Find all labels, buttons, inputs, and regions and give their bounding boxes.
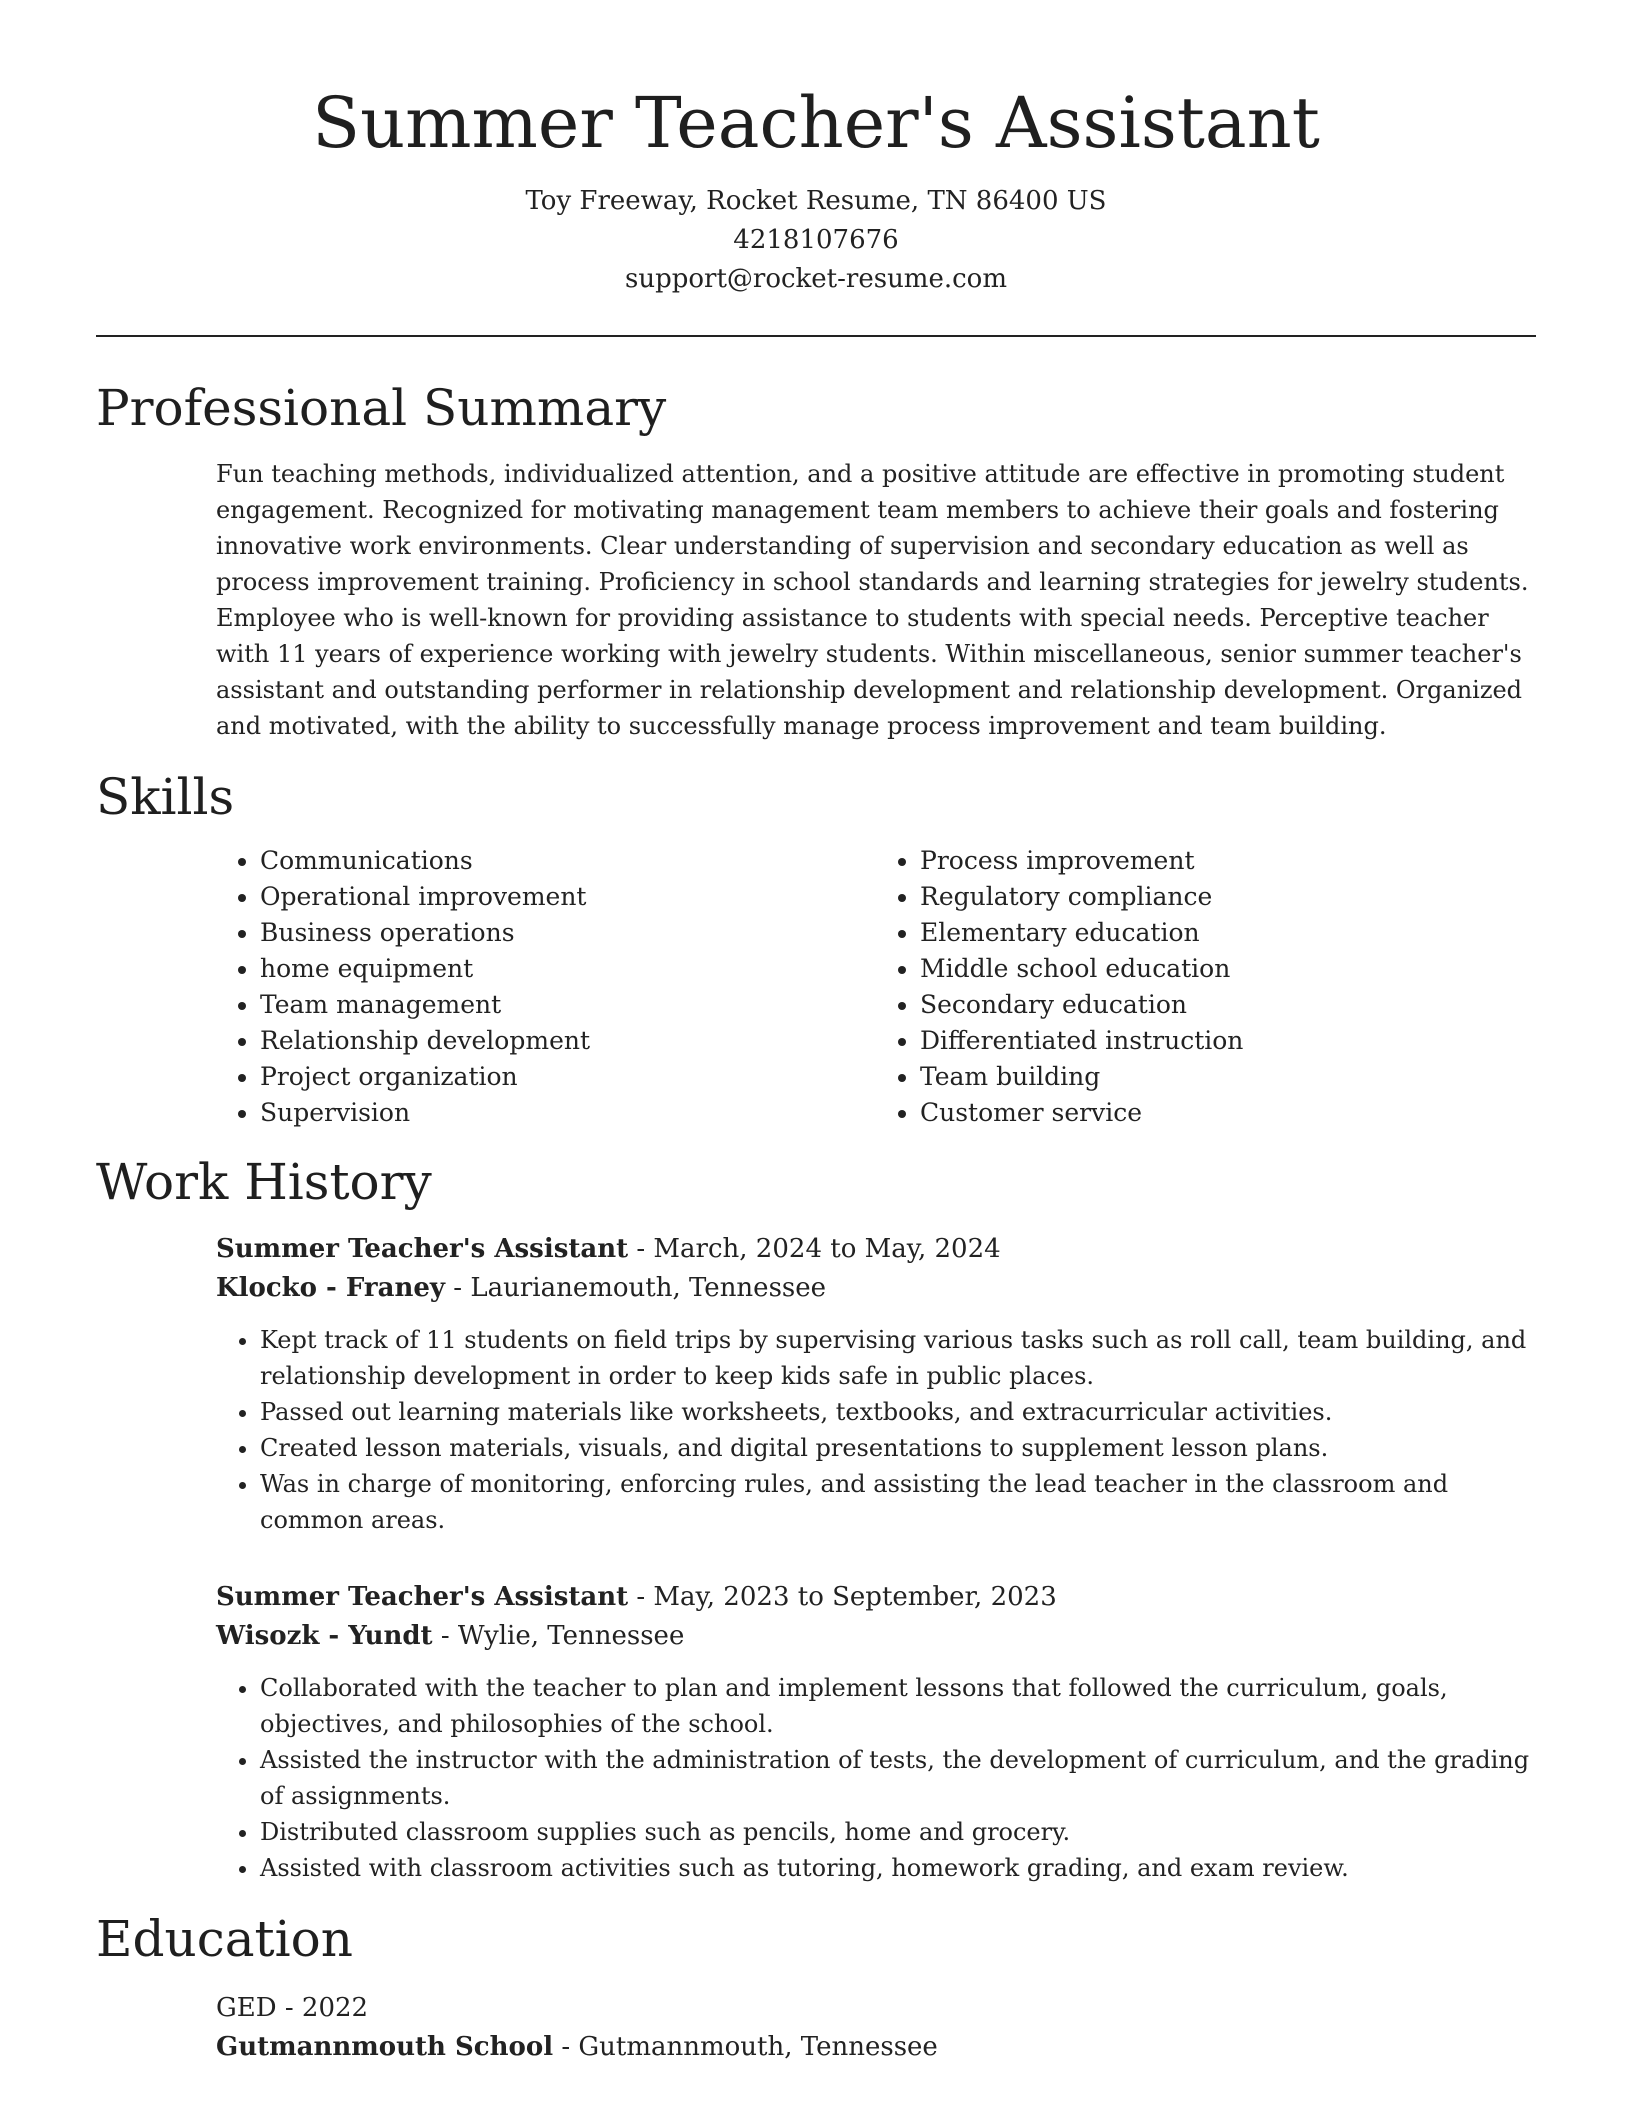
skill-item: • Process improvement: [920, 843, 1536, 879]
skill-item: • Middle school education: [920, 951, 1536, 987]
skill-item: • Business operations: [260, 915, 876, 951]
job-title: Summer Teacher's Assistant: [216, 1234, 629, 1265]
skill-item: • Regulatory compliance: [920, 879, 1536, 915]
skill-item: • Customer service: [920, 1095, 1536, 1131]
skill-item: • Relationship development: [260, 1023, 876, 1059]
skill-item: • Elementary education: [920, 915, 1536, 951]
skills-column-left: [216, 843, 876, 1131]
job-entry: [216, 1230, 1536, 1538]
skill-item: • Supervision: [260, 1095, 876, 1131]
header-divider: [96, 335, 1536, 337]
job-title-line: [216, 1578, 1536, 1617]
job-bullet: • Created lesson materials, visuals, and digital presentations to supplement lesson plans.: [260, 1430, 1536, 1466]
education-degree: GED - 2022: [216, 1993, 369, 2024]
education-location: - Gutmannmouth, Tennessee: [553, 2032, 938, 2063]
job-title-line: [216, 1230, 1536, 1269]
contact-info: [96, 182, 1536, 299]
skills-grid: [216, 843, 1536, 1131]
skill-item: • Secondary education: [920, 987, 1536, 1023]
education-section: [96, 1912, 1536, 2067]
skills-column-right: [876, 843, 1536, 1131]
job-company: Wisozk - Yundt: [216, 1621, 433, 1652]
skill-item: • Team management: [260, 987, 876, 1023]
job-dates: - May, 2023 to September, 2023: [628, 1582, 1057, 1613]
job-location: - Laurianemouth, Tennessee: [445, 1273, 827, 1304]
job-company-line: [216, 1617, 1536, 1656]
skill-item: • home equipment: [260, 951, 876, 987]
job-title: Summer Teacher's Assistant: [216, 1582, 629, 1613]
education-school: Gutmannmouth School: [216, 2032, 554, 2063]
summary-section: [96, 381, 1536, 744]
skill-item: • Differentiated instruction: [920, 1023, 1536, 1059]
job-dates: - March, 2024 to May, 2024: [628, 1234, 1001, 1265]
job-bullets: [216, 1670, 1536, 1886]
skill-item: • Project organization: [260, 1059, 876, 1095]
job-bullet: • Collaborated with the teacher to plan and implement lessons that followed the curriculum, goals, objectives, and philosophies of the school.: [260, 1670, 1536, 1742]
skill-item: • Team building: [920, 1059, 1536, 1095]
job-bullet: • Passed out learning materials like worksheets, textbooks, and extracurricular activities.: [260, 1394, 1536, 1430]
address: Toy Freeway, Rocket Resume, TN 86400 US: [525, 186, 1107, 217]
job-entry: [216, 1578, 1536, 1886]
work-history-heading: Work History: [96, 1153, 432, 1212]
education-school-line: [216, 2028, 1536, 2067]
phone-number: 4218107676: [733, 225, 899, 256]
summary-heading: Professional Summary: [96, 379, 667, 438]
skill-item: • Operational improvement: [260, 879, 876, 915]
skill-item: • Communications: [260, 843, 876, 879]
job-location: - Wylie, Tennessee: [432, 1621, 685, 1652]
job-bullet: • Kept track of 11 students on field trips by supervising various tasks such as roll call, team building, and relationship development in order to keep kids safe in public places.: [260, 1322, 1536, 1394]
job-company: Klocko - Franey: [216, 1273, 445, 1304]
resume-header: [96, 0, 1536, 299]
work-history-section: [96, 1155, 1536, 1886]
education-entry: [216, 1989, 1536, 2067]
job-company-line: [216, 1269, 1536, 1308]
job-bullet: • Assisted the instructor with the administration of tests, the development of curriculum, and the grading of assignments.: [260, 1742, 1536, 1814]
job-bullet: • Assisted with classroom activities such as tutoring, homework grading, and exam review.: [260, 1850, 1536, 1886]
skills-section: [96, 770, 1536, 1131]
candidate-name: Summer Teacher's Assistant: [312, 82, 1320, 164]
skills-heading: Skills: [96, 768, 235, 827]
summary-text: Fun teaching methods, individualized attention, and a positive attitude are effective in promoting student engagement. Recognized for motivating management team members to achieve their goals and fostering innovative work environments. Clear understanding of supervision and secondary education as well as process improvement training. Proficiency in school standards and learning strategies for jewelry students. Employee who is well-known for providing assistance to students with special needs. Perceptive teacher with 11 years of experience working with jewelry students. Within miscellaneous, senior summer teacher's assistant and outstanding performer in relationship development and relationship development. Organized and motivated, with the ability to successfully manage process improvement and team building.: [216, 460, 1529, 741]
email-address: support@rocket-resume.com: [624, 264, 1007, 295]
job-bullet: • Distributed classroom supplies such as pencils, home and grocery.: [260, 1814, 1536, 1850]
education-heading: Education: [96, 1910, 353, 1969]
job-bullet: • Was in charge of monitoring, enforcing rules, and assisting the lead teacher in the classroom and common areas.: [260, 1466, 1536, 1538]
job-bullets: [216, 1322, 1536, 1538]
